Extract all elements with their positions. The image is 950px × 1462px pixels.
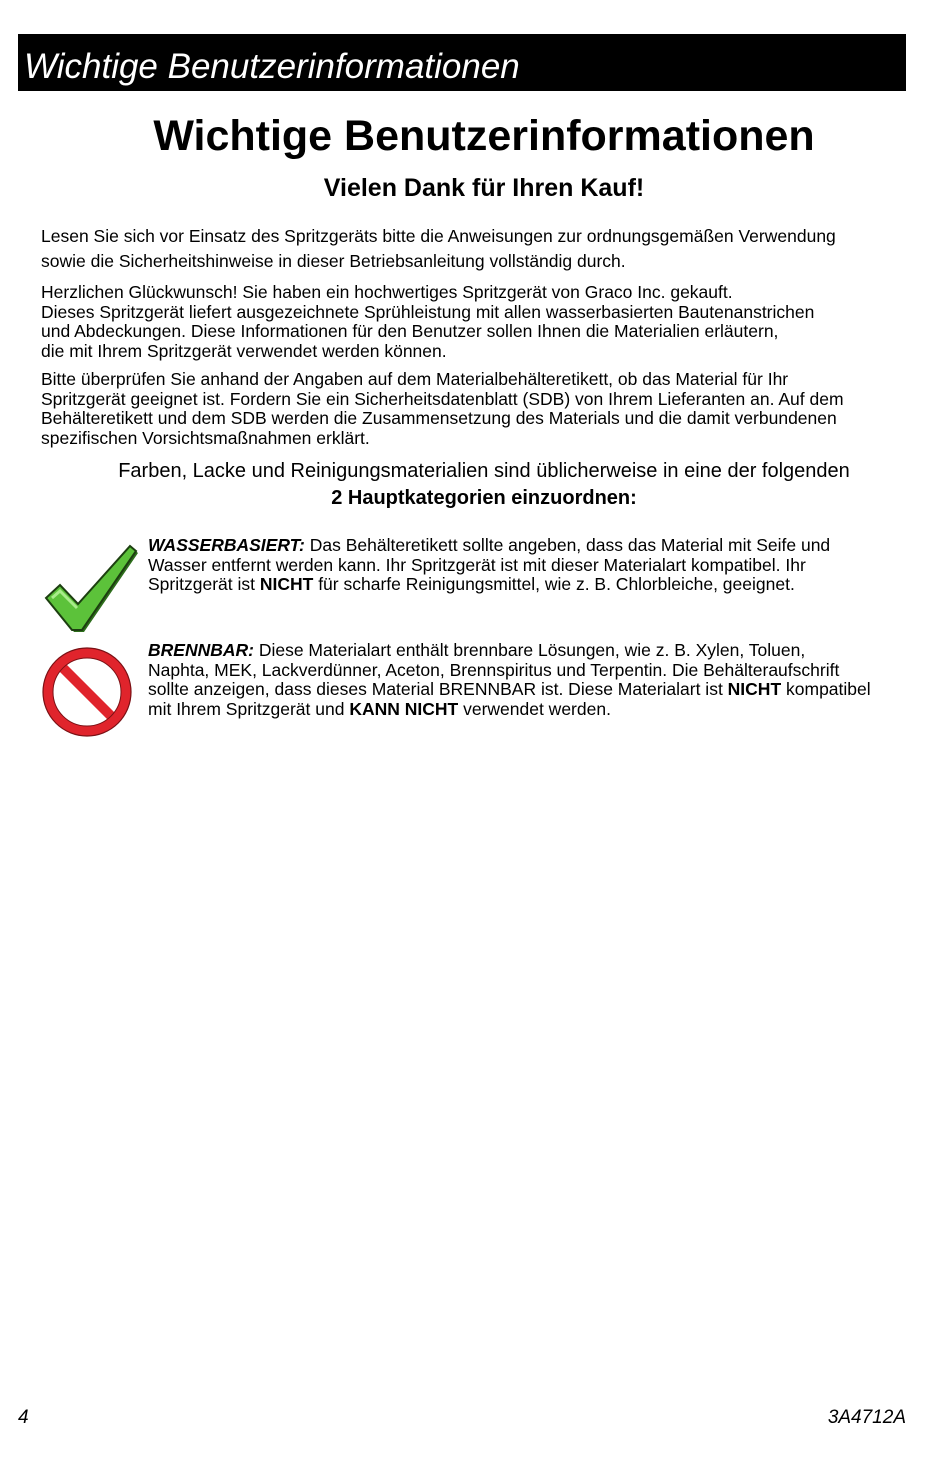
p2-line-1: Herzlichen Glückwunsch! Sie haben ein hochwertiges Spritzgerät von Graco Inc. gekauft. xyxy=(41,282,733,302)
p3-line-3: Behälteretikett und dem SDB werden die Zusammensetzung des Materials und die damit verbundenen xyxy=(41,408,837,428)
flam-line-4b: verwendet werden. xyxy=(458,698,611,719)
section-banner xyxy=(18,34,906,91)
prohibition-icon xyxy=(40,645,134,739)
categories-line-1: Farben, Lacke und Reinigungsmaterialien sind üblicherweise in eine der folgenden xyxy=(118,460,850,482)
categories-intro xyxy=(0,458,950,512)
green-checkmark-icon xyxy=(42,542,138,634)
water-line-3a: Spritzgerät ist xyxy=(148,574,260,594)
p3-line-4: spezifischen Vorsichtsmaßnahmen erklärt. xyxy=(41,427,370,448)
categories-line-2: 2 Hauptkategorien einzuordnen: xyxy=(331,487,637,509)
water-based-description xyxy=(148,536,938,595)
flam-nicht: NICHT xyxy=(727,679,782,699)
water-line-2: Wasser entfernt werden kann. Ihr Spritzgerät ist mit dieser Materialart kompatibel. Ihr xyxy=(148,554,806,575)
p2-line-4: die mit Ihrem Spritzgerät verwendet werden können. xyxy=(41,340,447,361)
intro-paragraph-1 xyxy=(41,224,931,274)
page-subtitle: Vielen Dank für Ihren Kauf! xyxy=(323,174,645,202)
p1-line-1: Lesen Sie sich vor Einsatz des Spritzgeräts bitte die Anweisungen zur ordnungsgemäßen Verwendung xyxy=(41,226,836,246)
intro-paragraph-2 xyxy=(41,283,931,361)
page-number: 4 xyxy=(18,1407,29,1428)
page-title: Wichtige Benutzerinformationen xyxy=(153,112,815,160)
banner-title: Wichtige Benutzerinformationen xyxy=(24,47,520,86)
flam-line-3a: sollte anzeigen, dass dieses Material BRENNBAR ist. Diese Materialart ist xyxy=(148,679,728,699)
p3-line-1: Bitte überprüfen Sie anhand der Angaben auf dem Materialbehälteretikett, ob das Material für Ihr xyxy=(41,369,789,389)
water-nicht: NICHT xyxy=(259,574,314,594)
flam-line-3b: kompatibel xyxy=(781,679,871,699)
document-number: 3A4712A xyxy=(827,1407,906,1428)
water-line-1: Das Behälteretikett sollte angeben, dass das Material mit Seife und xyxy=(304,535,831,555)
flammable-description xyxy=(148,641,938,719)
p3-line-2: Spritzgerät geeignet ist. Fordern Sie ein Sicherheitsdatenblatt (SDB) von Ihrem Lieferanten an. Auf dem xyxy=(41,388,844,409)
water-based-label: WASSERBASIERT: xyxy=(148,535,305,555)
intro-paragraph-3 xyxy=(41,370,931,448)
p2-line-2: Dieses Spritzgerät liefert ausgezeichnete Sprühleistung mit allen wasserbasierten Bautenanstrichen xyxy=(41,301,815,322)
p2-line-3: und Abdeckungen. Diese Informationen für den Benutzer sollen Ihnen die Materialien erläutern, xyxy=(41,321,779,341)
flam-line-2: Naphta, MEK, Lackverdünner, Aceton, Brennspiritus und Terpentin. Die Behälteraufschrift xyxy=(148,659,840,680)
flam-kann-nicht: KANN NICHT xyxy=(349,698,459,719)
flam-line-1: Diese Materialart enthält brennbare Lösungen, wie z. B. Xylen, Toluen, xyxy=(253,640,806,660)
p1-line-2: sowie die Sicherheitshinweise in dieser Betriebsanleitung vollständig durch. xyxy=(41,251,626,271)
flammable-label: BRENNBAR: xyxy=(148,640,254,660)
water-line-3b: für scharfe Reinigungsmittel, wie z. B. Chlorbleiche, geeignet. xyxy=(313,574,795,594)
flam-line-4a: mit Ihrem Spritzgerät und xyxy=(148,698,350,719)
